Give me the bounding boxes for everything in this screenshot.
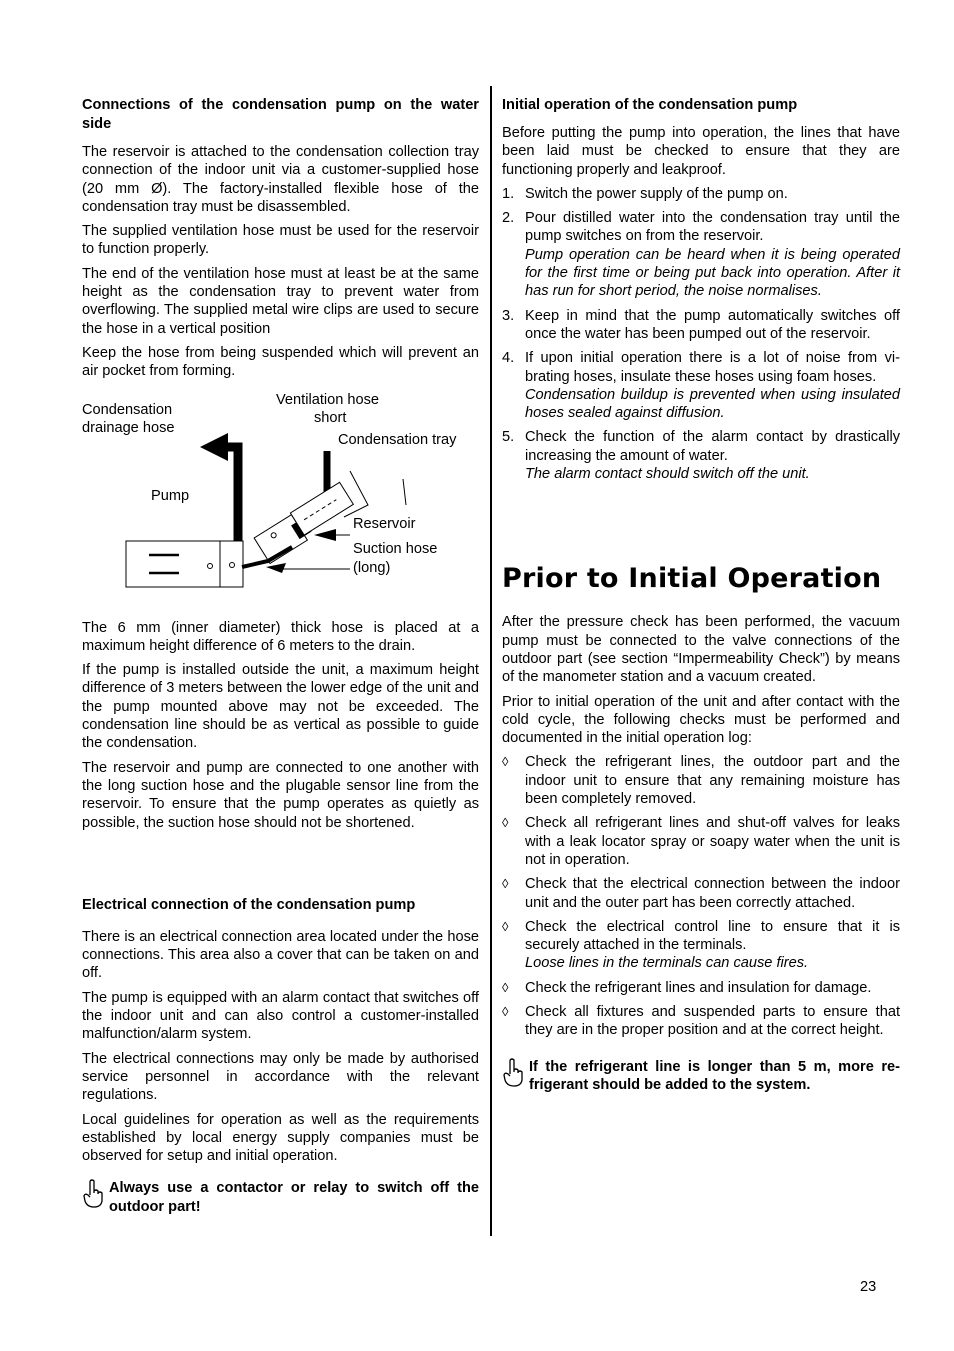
note-contactor bbox=[82, 1179, 479, 1216]
list-item-note: Condensation buildup is prevented when using insulated hoses sealed against diffusion. bbox=[525, 386, 900, 422]
paragraph: The reservoir and pump are connected to one another with the long suction hose and the plugable sensor line from the reservoir. To ensure that the pump operates as quietly as possible, the suction hose should not be shortened. bbox=[82, 759, 479, 831]
paragraph: There is an electrical connection area located under the hose connections. This area also a cover that can be taken on and off. bbox=[82, 928, 479, 982]
column-divider bbox=[490, 86, 492, 1236]
paragraph: The supplied ventilation hose must be used for the reservoir to function properly. bbox=[82, 223, 479, 258]
pointing-hand-icon bbox=[502, 1058, 524, 1088]
left-column bbox=[82, 96, 479, 1216]
checks-list bbox=[502, 753, 900, 1039]
list-item-text: Check the refrigerant lines and insulation for damage. bbox=[525, 979, 872, 996]
list-item bbox=[502, 428, 900, 483]
pump-box bbox=[126, 541, 243, 587]
label-condensation-tray: Condensation tray bbox=[338, 431, 457, 448]
list-item-note: Pump operation can be heard when it is being operated for the first time or being put back into operation. After it has run for short period, the noise normalises. bbox=[525, 246, 900, 300]
label-ventilation-hose-1: Ventilation hose bbox=[276, 391, 380, 408]
paragraph: If the pump is installed outside the unit, a maximum height difference of 3 meters between the lower edge of the unit and the pump mounted above may not be exceeded. The condensation line should be as vertical as possible to guide the condensation. bbox=[82, 662, 479, 752]
pointing-hand-icon bbox=[82, 1179, 104, 1209]
condensation-tray bbox=[344, 471, 368, 517]
diamond-bullet-icon: ◊ bbox=[502, 754, 509, 770]
heading-electrical-connection: Electrical connection of the condensation pump bbox=[82, 896, 416, 913]
section-title: Prior to Initial Operation bbox=[502, 563, 882, 595]
diamond-bullet-icon: ◊ bbox=[502, 979, 509, 995]
note-text: Always use a contactor or relay to switch off the outdoor part! bbox=[109, 1180, 479, 1215]
pump-diagram bbox=[82, 391, 479, 609]
heading-water-side: Connections of the condensation pump on the water side bbox=[82, 97, 479, 132]
list-item bbox=[502, 753, 900, 808]
label-suction-hose-1: Suction hose bbox=[353, 540, 438, 557]
list-item-text: Check the electrical control line to ensure that it is securely attached in the terminals. bbox=[525, 918, 900, 954]
paragraph: The electrical connections may only be made by authorised service personnel in accordance with the relevant regulations. bbox=[82, 1050, 479, 1104]
reservoir-pointer-arrow bbox=[314, 529, 336, 541]
list-number: 2. bbox=[502, 210, 515, 227]
list-item-text: Check all fixtures and suspended parts to ensure that they are in the proper position and at the correct height. bbox=[525, 1003, 900, 1039]
suction-pointer-arrow bbox=[266, 563, 286, 573]
list-item bbox=[502, 814, 900, 869]
heading-initial-operation-pump: Initial operation of the condensation pump bbox=[502, 97, 798, 113]
list-item bbox=[502, 918, 900, 973]
list-item-text: Switch the power supply of the pump on. bbox=[525, 185, 788, 202]
list-item bbox=[502, 349, 900, 422]
list-item bbox=[502, 185, 900, 203]
label-drainage-hose-1: Condensation bbox=[82, 401, 173, 418]
right-column bbox=[502, 96, 900, 1094]
list-item-text: Keep in mind that the pump automatically switches off once the water has been pumped out of the reservoir. bbox=[525, 307, 900, 342]
note-text: If the refrigerant line is longer than 5 m, more refrigerant should be added to the system. bbox=[529, 1058, 900, 1093]
paragraph: Prior to initial operation of the unit and after contact with the cold cycle, the following checks must be performed and documented in the initial operation log: bbox=[502, 693, 900, 747]
paragraph: Keep the hose from being suspended which will prevent an air pocket from forming. bbox=[82, 344, 479, 380]
list-item-note: Loose lines in the terminals can cause fires. bbox=[525, 955, 809, 972]
diamond-bullet-icon: ◊ bbox=[502, 815, 509, 831]
list-item-text: If upon initial operation there is a lot of noise from vibrating hoses, insulate these hoses using foam hoses. bbox=[525, 350, 900, 385]
diamond-bullet-icon: ◊ bbox=[502, 918, 509, 934]
list-item bbox=[502, 1003, 900, 1040]
list-item-text: Check the refrigerant lines, the outdoor part and the indoor unit to ensure that any remaining moisture has been completely removed. bbox=[525, 754, 900, 808]
list-item bbox=[502, 209, 900, 300]
list-item-text: Pour distilled water into the condensation tray until the pump switches on from the reservoir. bbox=[525, 210, 900, 245]
operation-steps-list bbox=[502, 185, 900, 483]
paragraph: The end of the ventilation hose must at least be at the same height as the condensation tray to prevent water from overflowing. The supplied metal wire clips are used to secure the hose in a vertical position bbox=[82, 265, 479, 337]
drainage-hose bbox=[222, 447, 238, 541]
label-reservoir: Reservoir bbox=[353, 515, 416, 532]
label-pump: Pump bbox=[151, 487, 190, 504]
tray-edge bbox=[403, 479, 406, 505]
paragraph: The pump is equipped with an alarm contact that switches off the indoor unit and can also control a customer-installed malfunction/alarm system. bbox=[82, 989, 479, 1043]
paragraph: Before putting the pump into operation, the lines that have been laid must be checked to ensure that they are functioning properly and leakproof. bbox=[502, 125, 900, 178]
label-drainage-hose-2: drainage hose bbox=[82, 419, 175, 436]
list-number: 1. bbox=[502, 185, 515, 202]
list-number: 5. bbox=[502, 429, 515, 446]
page-number: 23 bbox=[860, 1279, 877, 1295]
list-item bbox=[502, 979, 900, 997]
paragraph: After the pressure check has been performed, the vacuum pump must be connected to the valve connections of the outdoor part (see section “Impermeability Check”) by means of the manometer station and a vacuum created. bbox=[502, 614, 900, 686]
paragraph: The 6 mm (inner diameter) thick hose is placed at a maximum height difference of 6 meters to the drain. bbox=[82, 619, 479, 654]
list-item-text: Check the function of the alarm contact by drastically increasing the amount of water. bbox=[525, 429, 900, 464]
drainage-arrow bbox=[200, 433, 228, 461]
note-refrigerant bbox=[502, 1058, 900, 1095]
diamond-bullet-icon: ◊ bbox=[502, 876, 509, 892]
reservoir bbox=[253, 482, 356, 563]
list-item-note: The alarm contact should switch off the unit. bbox=[525, 466, 810, 483]
list-item bbox=[502, 307, 900, 344]
paragraph: Local guidelines for operation as well as the requirements established by local energy supply companies must be observed for setup and initial operation. bbox=[82, 1111, 479, 1165]
list-number: 4. bbox=[502, 350, 515, 367]
list-number: 3. bbox=[502, 307, 515, 324]
list-item bbox=[502, 875, 900, 912]
list-item-text: Check that the electrical connection between the indoor unit and the outer part has been correctly attached. bbox=[525, 876, 900, 911]
label-ventilation-hose-2: short bbox=[314, 409, 347, 426]
list-item-text: Check all refrigerant lines and shut-off valves for leaks with a leak locator spray or soapy water when the unit is not in operation. bbox=[525, 815, 900, 868]
diamond-bullet-icon: ◊ bbox=[502, 1003, 509, 1019]
label-suction-hose-2: (long) bbox=[353, 559, 391, 576]
paragraph: The reservoir is attached to the condensation collection tray connection of the indoor unit via a customer-supplied hose (20 mm Ø). The factory-installed flexible hose of the condensation tray must be disassembled. bbox=[82, 144, 479, 215]
